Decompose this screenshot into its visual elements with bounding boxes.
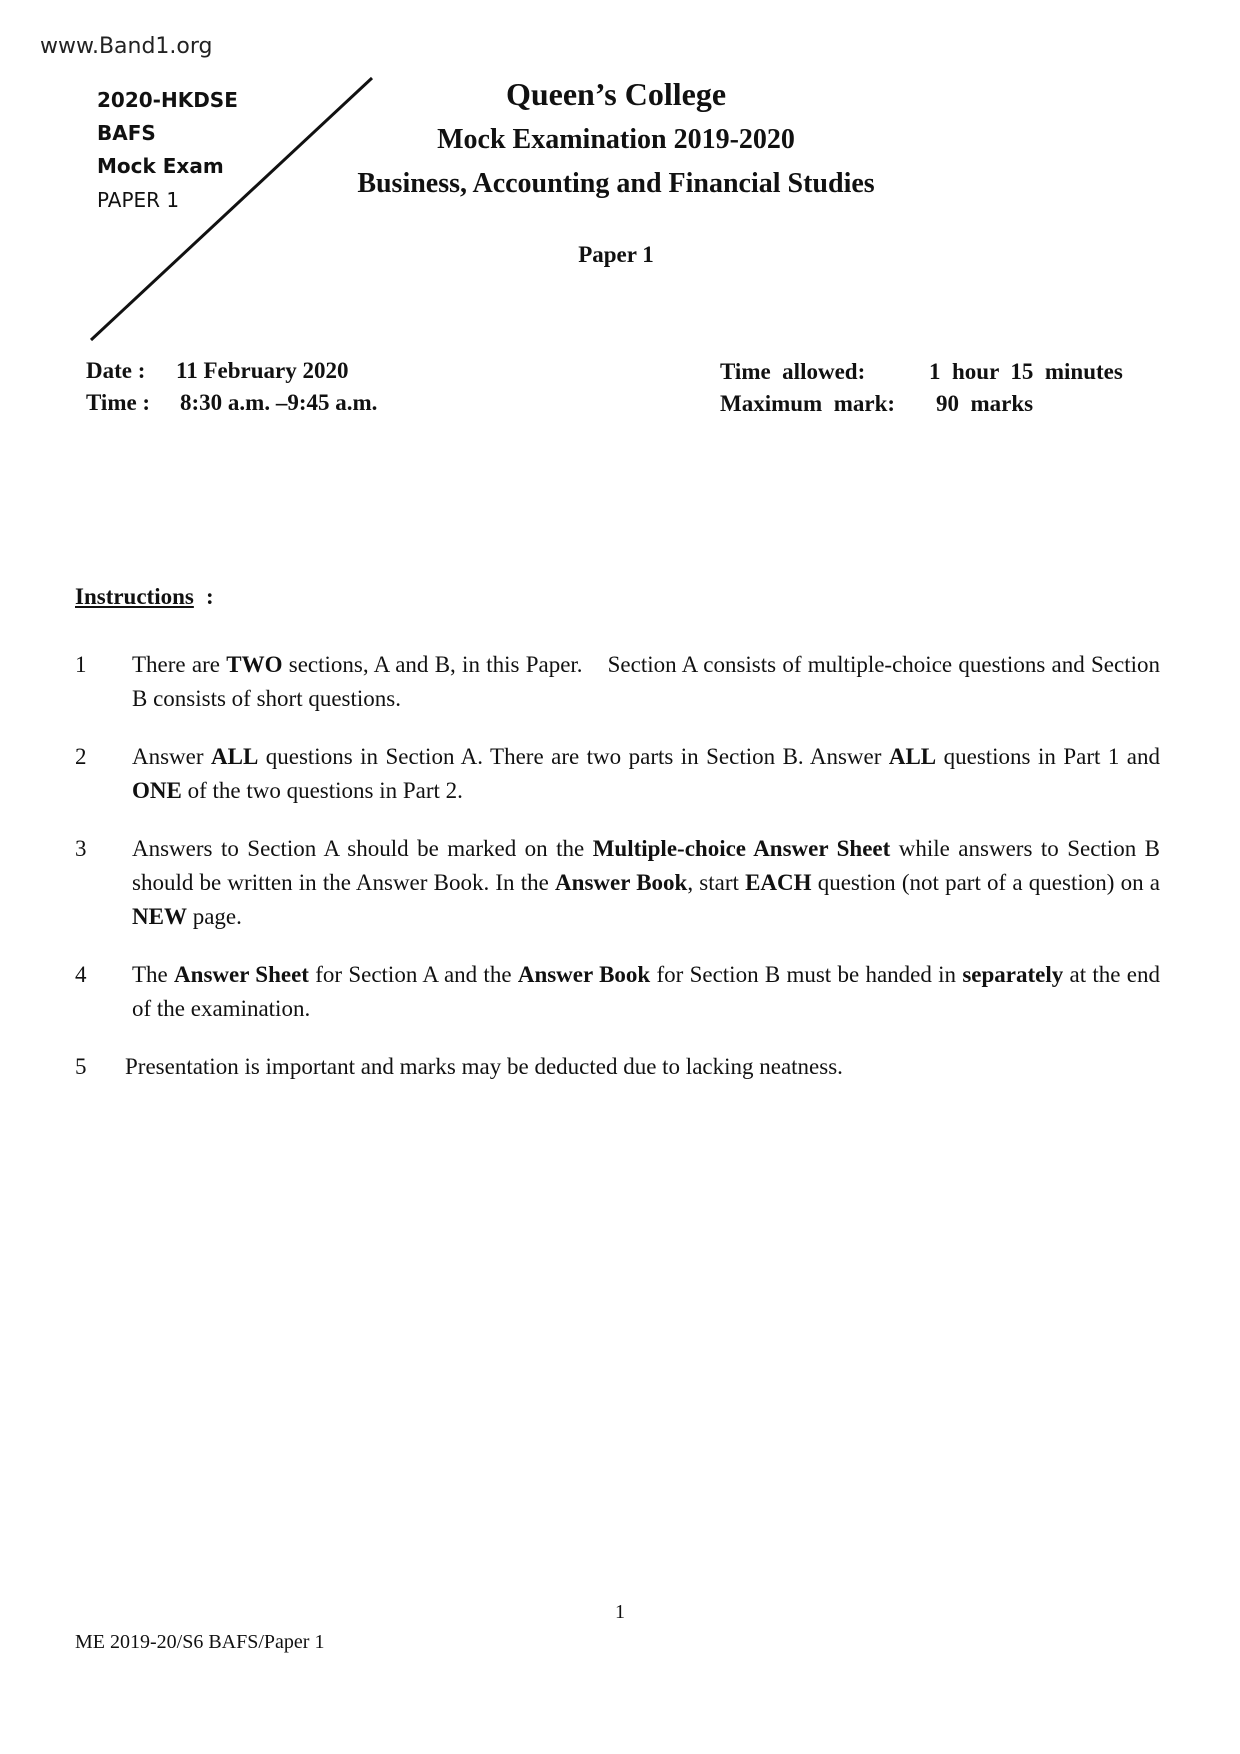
subject-title: Business, Accounting and Financial Studies <box>357 168 875 199</box>
date-value: 11 February 2020 <box>176 358 349 383</box>
watermark-text: www.Band1.org <box>40 34 213 59</box>
instructions-heading: Instructions <box>75 584 194 609</box>
instruction-number: 1 <box>75 652 87 677</box>
instruction-number: 4 <box>75 962 87 987</box>
instructions-colon: : <box>206 584 214 609</box>
instruction-item <box>75 648 1160 716</box>
date-label: Date : <box>86 358 146 383</box>
max-mark-value: 90 marks <box>936 391 1034 416</box>
instruction-text: The Answer Sheet for Section A and the Answer Book for Section B must be handed in separately at the end of the examination. <box>132 962 1161 1021</box>
instruction-item <box>75 958 1160 1026</box>
corner-tag-exam: 2020-HKDSE <box>97 88 238 112</box>
instruction-item <box>75 740 1160 808</box>
exam-title: Mock Examination 2019-2020 <box>437 124 795 155</box>
time-value: 8:30 a.m. –9:45 a.m. <box>180 390 378 415</box>
instruction-text: Answers to Section A should be marked on the Multiple-choice Answer Sheet while answers to Section B should be written in the Answer Book. In the Answer Book, start EACH question (not part of a question) on a NEW page. <box>132 836 1160 929</box>
instruction-item <box>75 1050 1160 1084</box>
max-mark-label: Maximum mark: <box>720 391 896 416</box>
instruction-number: 5 <box>75 1054 87 1079</box>
time-allowed-label: Time allowed: <box>720 359 866 384</box>
instruction-number: 2 <box>75 744 87 769</box>
time-allowed-value: 1 hour 15 minutes <box>929 359 1123 384</box>
instruction-text: There are TWO sections, A and B, in this Paper. Section A consists of multiple-choice questions and Section B consists of short questions. <box>132 652 1161 711</box>
school-name: Queen’s College <box>505 76 727 112</box>
corner-tag-paper: PAPER 1 <box>97 188 180 212</box>
instruction-text: Presentation is important and marks may be deducted due to lacking neatness. <box>125 1054 843 1079</box>
instruction-item <box>75 832 1160 934</box>
instruction-number: 3 <box>75 836 87 861</box>
page-number: 1 <box>615 1601 625 1623</box>
corner-tag-subject: BAFS <box>97 121 156 145</box>
time-label: Time : <box>86 390 151 415</box>
footer-code: ME 2019-20/S6 BAFS/Paper 1 <box>75 1631 325 1653</box>
corner-tag-type: Mock Exam <box>97 154 224 178</box>
instruction-text: Answer ALL questions in Section A. There are two parts in Section B. Answer ALL questions in Part 1 and ONE of the two questions in Part 2. <box>132 744 1160 803</box>
paper-label: Paper 1 <box>578 242 654 267</box>
